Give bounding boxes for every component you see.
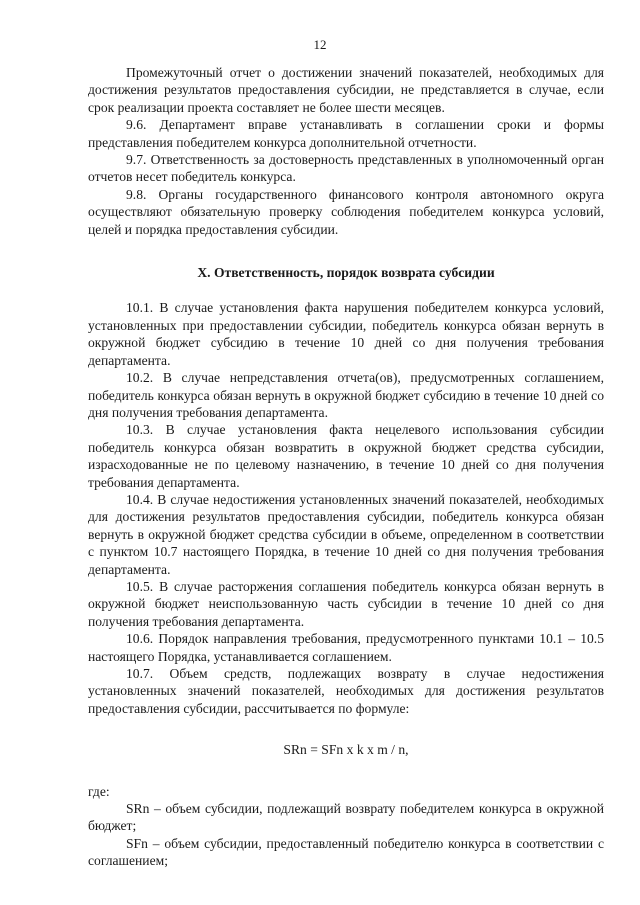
paragraph-interim-report: Промежуточный отчет о достижении значений показателей, необходимых для достижения результатов предоставления субсидии, не представляется в случае, если срок реализации проекта составляет не более шести месяцев. [88, 65, 604, 115]
paragraph-10-6: 10.6. Порядок направления требования, предусмотренного пунктами 10.1 – 10.5 настоящего Порядка, устанавливается соглашением. [88, 631, 604, 664]
where-label: где: [88, 783, 110, 799]
paragraph-10-2: 10.2. В случае непредставления отчета(ов), предусмотренных соглашением, победитель конкурса обязан вернуть в окружной бюджет субсидию в течение 10 дней со дня получения требования департамента. [88, 370, 604, 420]
paragraph-10-7: 10.7. Объем средств, подлежащих возврату в случае недостижения установленных значений показателей, необходимых для достижения результатов предоставления субсидии, рассчитывается по формуле: [88, 666, 604, 716]
paragraph-10-3: 10.3. В случае установления факта нецелевого использования субсидии победитель конкурса обязан возвратить в окружной бюджет средства субсидии, израсходованные не по целевому назначению, в течение 10 дней со дня получения требования департамента. [88, 422, 604, 490]
formula: SRn = SFn x k x m / n, [283, 742, 409, 758]
section-heading: X. Ответственность, порядок возврата субсидии [197, 265, 495, 281]
paragraph-10-4: 10.4. В случае недостижения установленных значений показателей, необходимых для достижения результатов предоставления субсидии, победитель конкурса обязан вернуть в окружной бюджет средства субсидии в объеме, определенном в соответствии с пунктом 10.7 настоящего Порядка, в течение 10 дней со дня получения требования департамента. [88, 491, 604, 577]
definition-srn: SRn – объем субсидии, подлежащий возврату победителем конкурса в окружной бюджет; [88, 801, 604, 834]
paragraph-10-5: 10.5. В случае расторжения соглашения победитель конкурса обязан вернуть в окружной бюджет неиспользованную часть субсидии в течение 10 дней со дня получения требования департамента. [88, 578, 604, 629]
paragraph-10-1: 10.1. В случае установления факта нарушения победителем конкурса условий, установленных при предоставлении субсидии, победитель конкурса обязан вернуть в окружной бюджет субсидию в течение 10 дней со дня получения требования департамента. [88, 300, 604, 368]
document-body [88, 64, 604, 870]
page-number: 12 [313, 37, 327, 52]
paragraph-9-8: 9.8. Органы государственного финансового контроля автономного округа осуществляют обязательную проверку соблюдения победителем конкурса условий, целей и порядка предоставления субсидии. [88, 186, 604, 237]
definition-sfn: SFn – объем субсидии, предоставленный победителю конкурса в соответствии с соглашением; [88, 835, 604, 869]
paragraph-9-7: 9.7. Ответственность за достоверность представленных в уполномоченный орган отчетов несет победитель конкурса. [88, 152, 604, 185]
paragraph-9-6: 9.6. Департамент вправе устанавливать в соглашении сроки и формы представления победителем конкурса дополнительной отчетности. [88, 117, 604, 150]
